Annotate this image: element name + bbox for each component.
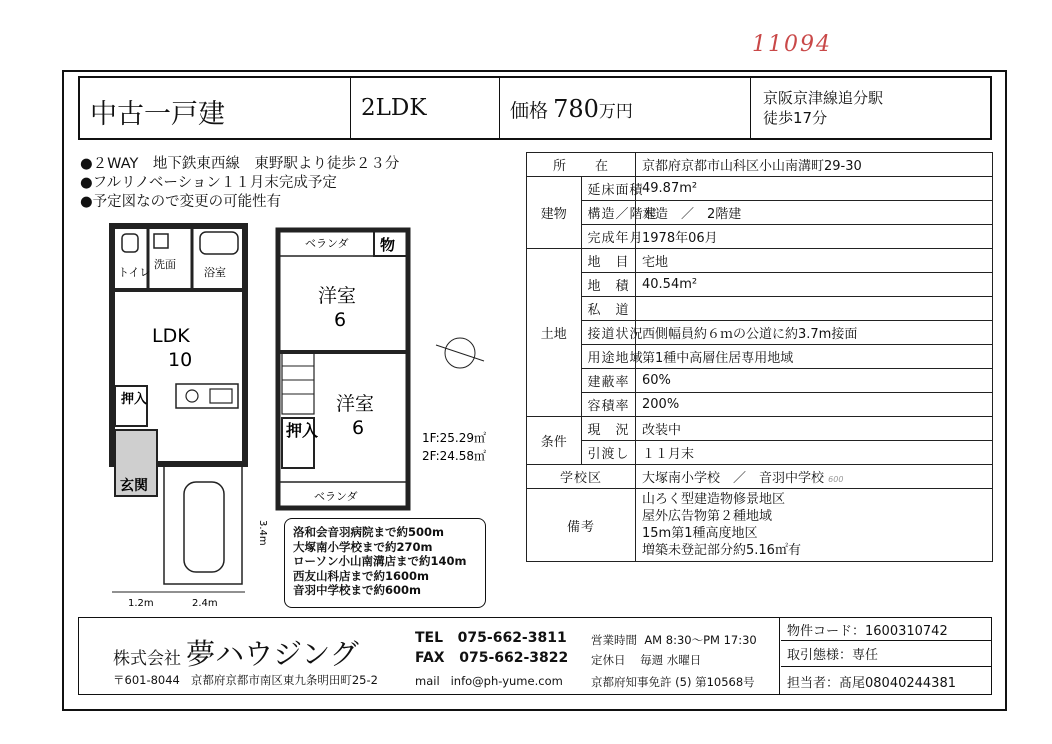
hours-label: 営業時間 (591, 633, 637, 647)
room-label: 洗面 (154, 258, 176, 271)
company-prefix: 株式会社 (113, 649, 181, 669)
kitchen-counter-icon (176, 384, 238, 408)
mail (415, 674, 563, 688)
company-address (113, 672, 378, 688)
license: 京都府知事免許 (5) 第10568号 (591, 675, 755, 689)
header-layout-cell (351, 78, 500, 138)
spec-label: 私 道 (581, 297, 636, 321)
spec-value: 40.54m² (636, 273, 993, 297)
table-row (527, 441, 993, 465)
dimension-label: 3.4m (257, 520, 268, 546)
table-row (527, 393, 993, 417)
spec-label: 現 況 (581, 417, 636, 441)
room-label: 洋室 (336, 393, 375, 415)
hours-value: AM 8:30〜PM 17:30 (644, 633, 757, 647)
spec-label: 引渡し (581, 441, 636, 465)
header-row (78, 76, 992, 140)
table-row (527, 153, 993, 177)
facility-item: 大塚南小学校まで約270m (293, 539, 433, 554)
business-hours (591, 632, 757, 648)
fax-label: FAX (415, 650, 445, 666)
spec-value: 第1種中高層住居専用地域 (636, 345, 993, 369)
spec-value (636, 489, 993, 562)
fax (415, 650, 568, 666)
spec-label: 接道状況 (581, 321, 636, 345)
spec-value (636, 297, 993, 321)
header-price-cell (500, 78, 751, 138)
spec-label: 延床面積 (581, 177, 636, 201)
room-label: 押入 (121, 392, 148, 407)
room-label: 浴室 (204, 266, 226, 279)
property-spec-table (526, 152, 993, 562)
spec-value: 60% (636, 369, 993, 393)
facility-item: 西友山科店まで約1600m (293, 568, 429, 583)
spec-label: 学校区 (527, 465, 636, 489)
facility-item: 音羽中学校まで約600m (293, 583, 421, 598)
room-label: 玄関 (120, 478, 148, 494)
table-row (527, 465, 993, 489)
address: 京都府京都市南区東九条明田町25-2 (190, 673, 378, 687)
table-row (527, 225, 993, 249)
table-row (527, 297, 993, 321)
spec-value: 200% (636, 393, 993, 417)
layout-type: 2LDK (361, 95, 427, 121)
room-size: 6 (352, 417, 365, 439)
facility-item: 洛和会音羽病院まで約500m (293, 525, 444, 539)
floor2-outline (278, 230, 408, 508)
table-row (527, 489, 993, 562)
spec-label: 所 在 (527, 153, 636, 177)
table-row (527, 345, 993, 369)
table-row (527, 249, 993, 273)
handwritten-number: 11094 (752, 32, 832, 57)
room-label: 洋室 (318, 285, 357, 307)
price-prefix: 価格 (510, 100, 549, 122)
spec-group: 条件 (527, 417, 582, 465)
spec-label: 地 目 (581, 249, 636, 273)
postal-code: 〒601-8044 (113, 673, 180, 687)
remark-item: 15m第1種高度地区 (642, 526, 758, 541)
spec-label: 容積率 (581, 393, 636, 417)
table-row (527, 201, 993, 225)
dimension-label: 1.2m (128, 598, 154, 609)
fax-number: 075-662-3822 (459, 650, 569, 666)
property-type: 中古一戸建 (90, 99, 225, 130)
price (510, 95, 633, 123)
spec-value: 改装中 (636, 417, 993, 441)
room-label: ベランダ (314, 490, 358, 503)
property-meta (781, 618, 991, 694)
spec-value: 49.87m² (636, 177, 993, 201)
spec-value: 西側幅員約６ｍの公道に約3.7m接面 (636, 321, 993, 345)
room-label: 物 (380, 236, 396, 254)
room-label: 押入 (286, 421, 319, 440)
station-line: 京阪京津線追分駅 (763, 89, 884, 107)
car-icon (184, 482, 224, 572)
sink-icon (154, 234, 168, 248)
company-logo (113, 632, 359, 673)
spec-value: 京都府京都市山科区小山南溝町29-30 (636, 153, 993, 177)
phone (415, 630, 567, 646)
spec-value: 木造 ／ 2階建 (636, 201, 993, 225)
company-info (79, 618, 780, 694)
floor-area: 1F:25.29㎡ (422, 431, 487, 445)
spec-value: 1978年06月 (636, 225, 993, 249)
spec-label: 地 積 (581, 273, 636, 297)
table-row (527, 273, 993, 297)
table-row (527, 177, 993, 201)
floor-area: 2F:24.58㎡ (422, 449, 487, 463)
spec-label: 構造／階建 (581, 201, 636, 225)
divider (781, 640, 991, 641)
room-label: ベランダ (305, 237, 349, 250)
table-row (527, 417, 993, 441)
spec-label: 備考 (527, 489, 636, 562)
property-code: 物件コード：1600310742 (787, 624, 948, 639)
spec-value: １１月末 (636, 441, 993, 465)
facility-item: ローソン小山南溝店まで約140m (293, 554, 467, 569)
transaction-type: 取引態様：専任 (787, 648, 879, 663)
mail-address: info@ph-yume.com (450, 674, 563, 688)
sink-icon (210, 389, 232, 403)
room-label: トイレ (118, 266, 151, 279)
holiday (591, 652, 701, 668)
header-type-cell (80, 78, 351, 138)
handwritten-note: 600 (828, 475, 844, 484)
agent: 担当者：髙尾08040244381 (787, 676, 956, 691)
tel-number: 075-662-3811 (457, 630, 567, 646)
price-value: 780 (553, 95, 599, 123)
holiday-value: 毎週 水曜日 (640, 653, 702, 667)
note-item: ●フルリノベーション１１月末完成予定 (80, 175, 337, 191)
holiday-label: 定休日 (591, 653, 626, 667)
dimension-label: 2.4m (192, 598, 218, 609)
company-footer (78, 617, 992, 695)
spec-label: 用途地域 (581, 345, 636, 369)
note-item: ●２WAY 地下鉄東西線 東野駅より徒歩２３分 (80, 156, 400, 172)
stove-icon (186, 390, 198, 402)
remark-item: 山ろく型建造物修景地区 (642, 492, 786, 507)
nearby-facilities (284, 518, 486, 608)
spec-value (636, 465, 993, 489)
company-name: 夢ハウジング (186, 637, 359, 671)
room-size: 10 (168, 349, 193, 371)
note-item: ●予定図なので変更の可能性有 (80, 194, 282, 210)
staircase (282, 352, 314, 414)
compass-needle (436, 345, 484, 361)
walk-time: 徒歩17分 (763, 109, 828, 127)
spec-label: 完成年月 (581, 225, 636, 249)
room-size: 6 (334, 309, 347, 331)
header-station-cell (751, 78, 994, 138)
table-row (527, 369, 993, 393)
remark-item: 屋外広告物第２種地域 (642, 509, 773, 524)
price-unit: 万円 (598, 102, 633, 122)
bathtub-icon (200, 232, 238, 254)
spec-group: 建物 (527, 177, 582, 249)
table-row (527, 321, 993, 345)
feature-notes (80, 155, 399, 212)
divider (781, 666, 991, 667)
station-access (763, 88, 883, 128)
room-label: LDK (152, 325, 190, 347)
tel-label: TEL (415, 630, 444, 646)
remark-item: 増築未登記部分約5.16㎡有 (642, 543, 801, 558)
spec-label: 建蔽率 (581, 369, 636, 393)
school-district: 大塚南小学校 ／ 音羽中学校 (642, 471, 825, 486)
spec-group: 土地 (527, 249, 582, 417)
spec-value: 宅地 (636, 249, 993, 273)
mail-label: mail (415, 674, 440, 688)
toilet-icon (122, 234, 138, 252)
